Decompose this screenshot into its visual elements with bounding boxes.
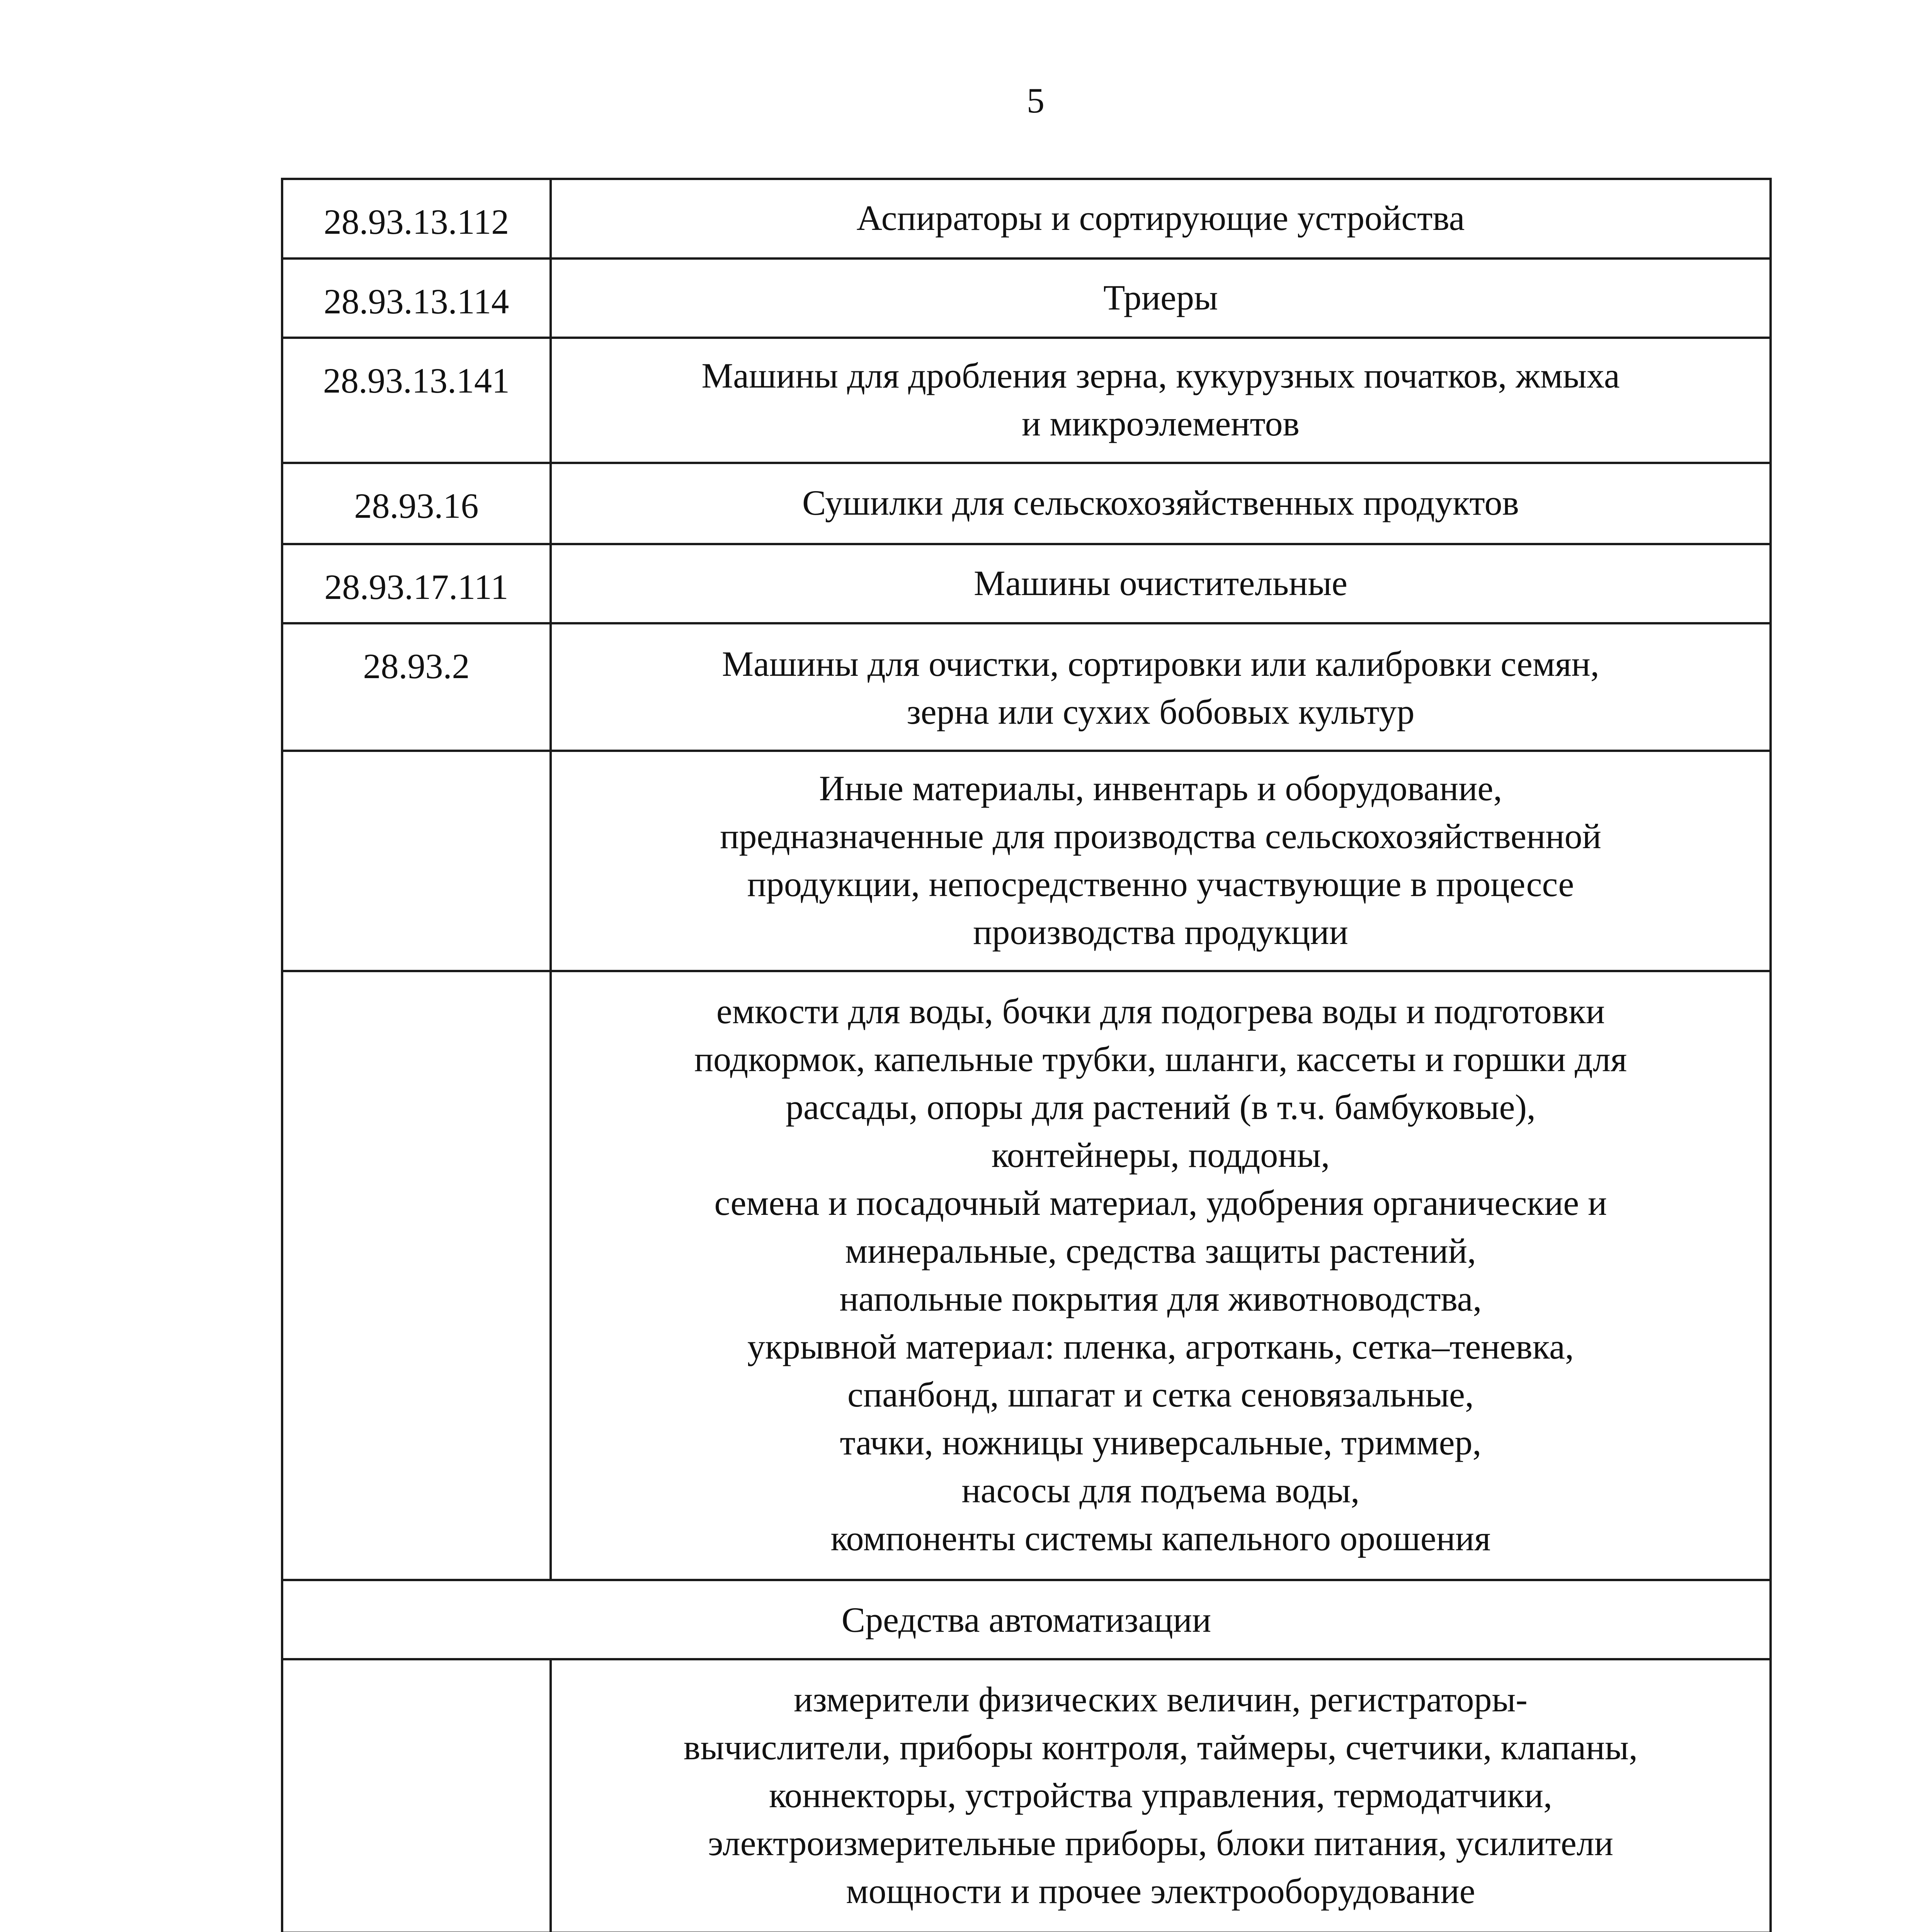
code-cell: 28.93.16 xyxy=(282,463,551,544)
name-line: измерители физических величин, регистраторы- xyxy=(794,1680,1528,1719)
name-cell: Сушилки для сельскохозяйственных продуктов xyxy=(551,463,1771,544)
name-line: коннекторы, устройства управления, термодатчики, xyxy=(769,1776,1553,1815)
name-line: зерна или сухих бобовых культур xyxy=(907,692,1415,731)
table-row xyxy=(282,259,1771,338)
name-line: производства продукции xyxy=(973,912,1348,952)
name-cell: Машины очистительные xyxy=(551,544,1771,623)
table-row xyxy=(282,338,1771,463)
name-cell: Аспираторы и сортирующие устройства xyxy=(551,179,1771,259)
name-line: Машины для очистки, сортировки или калибровки семян, xyxy=(722,644,1599,684)
name-line: мощности и прочее электрооборудование xyxy=(846,1871,1475,1911)
code-cell xyxy=(282,1659,551,1932)
name-line: контейнеры, поддоны, xyxy=(991,1135,1330,1175)
table-row xyxy=(282,623,1771,751)
name-line: и микроэлементов xyxy=(1022,404,1300,443)
name-cell: Триеры xyxy=(551,259,1771,338)
name-line: укрывной материал: пленка, агроткань, сетка–теневка, xyxy=(747,1327,1574,1366)
name-line: минеральные, средства защиты растений, xyxy=(845,1231,1476,1270)
table-row xyxy=(282,971,1771,1580)
name-cell xyxy=(551,623,1771,751)
name-line: напольные покрытия для животноводства, xyxy=(839,1279,1482,1318)
name-cell xyxy=(551,338,1771,463)
name-line: семена и посадочный материал, удобрения органические и xyxy=(714,1183,1607,1223)
table-row xyxy=(282,544,1771,623)
name-line: подкормок, капельные трубки, шланги, кассеты и горшки для xyxy=(694,1039,1627,1079)
name-line: Машины для дробления зерна, кукурузных початков, жмыха xyxy=(701,356,1620,395)
table-row xyxy=(282,1659,1771,1932)
name-cell xyxy=(551,751,1771,971)
name-line: емкости для воды, бочки для подогрева воды и подготовки xyxy=(716,992,1605,1031)
code-cell: 28.93.17.111 xyxy=(282,544,551,623)
name-line: электроизмерительные приборы, блоки питания, усилители xyxy=(708,1823,1613,1863)
name-line: вычислители, приборы контроля, таймеры, счетчики, клапаны, xyxy=(684,1728,1638,1767)
name-cell xyxy=(551,971,1771,1580)
code-cell: 28.93.13.141 xyxy=(282,338,551,463)
section-heading: Средства автоматизации xyxy=(282,1580,1771,1659)
classifier-table xyxy=(281,178,1772,1932)
code-cell: 28.93.13.112 xyxy=(282,179,551,259)
name-line: Иные материалы, инвентарь и оборудование, xyxy=(819,769,1502,808)
code-cell xyxy=(282,751,551,971)
table-row xyxy=(282,179,1771,259)
name-cell xyxy=(551,1659,1771,1932)
name-line: предназначенные для производства сельскохозяйственной xyxy=(720,816,1601,856)
page-number: 5 xyxy=(1027,81,1045,120)
name-line: тачки, ножницы универсальные, триммер, xyxy=(840,1423,1482,1462)
name-line: компоненты системы капельного орошения xyxy=(830,1519,1491,1558)
name-line: рассады, опоры для растений (в т.ч. бамбуковые), xyxy=(785,1087,1536,1127)
code-cell: 28.93.13.114 xyxy=(282,259,551,338)
name-line: насосы для подъема воды, xyxy=(961,1471,1360,1510)
table-row xyxy=(282,463,1771,544)
table-row xyxy=(282,751,1771,971)
name-line: продукции, непосредственно участвующие в процессе xyxy=(747,864,1574,904)
code-cell xyxy=(282,971,551,1580)
section-row xyxy=(282,1580,1771,1659)
code-cell: 28.93.2 xyxy=(282,623,551,751)
name-line: спанбонд, шпагат и сетка сеновязальные, xyxy=(847,1375,1474,1414)
